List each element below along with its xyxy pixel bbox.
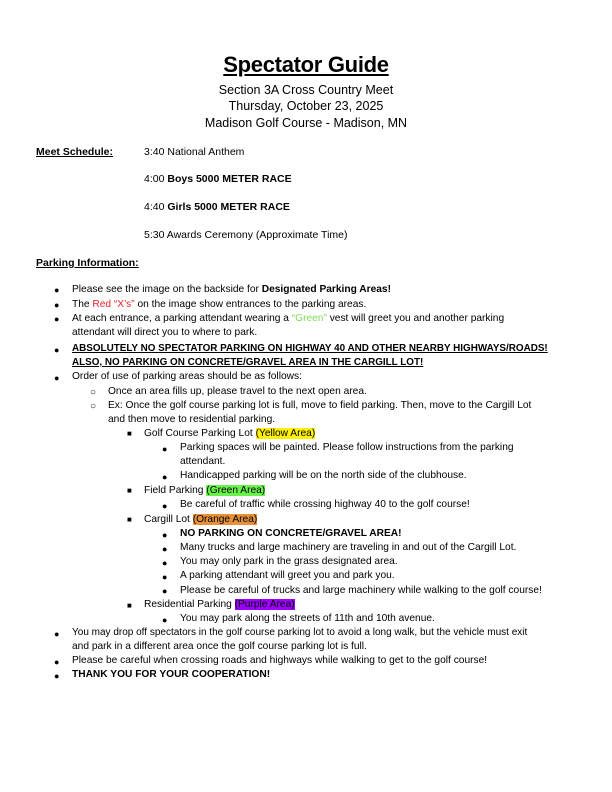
page-title: Spectator Guide (223, 52, 389, 77)
area-detail: You may park along the streets of 11th and 10th avenue. (180, 613, 435, 624)
area-detail-continued: attendant. (180, 456, 226, 467)
bullet-icon: ● (162, 586, 168, 596)
circle-bullet-icon: ○ (90, 387, 97, 398)
list-item: Please see the image on the backside for Designated Parking Areas! (72, 284, 391, 295)
square-bullet-icon: ■ (127, 601, 132, 610)
area-detail: A parking attendant will greet you and park you. (180, 570, 395, 581)
list-item: The Red “X’s” on the image show entrances to the parking areas. (72, 299, 367, 310)
square-bullet-icon: ■ (127, 486, 132, 495)
bullet-icon: ● (162, 501, 168, 511)
square-bullet-icon: ■ (127, 429, 132, 438)
bullet-icon: ● (54, 373, 60, 383)
bullet-icon: ● (54, 671, 60, 681)
schedule-item: 4:40 Girls 5000 METER RACE (144, 201, 290, 213)
area-detail: NO PARKING ON CONCRETE/GRAVEL AREA! (180, 528, 402, 539)
warning-line: ABSOLUTELY NO SPECTATOR PARKING ON HIGHWAY 40 AND OTHER NEARBY HIGHWAYS/ROADS! (72, 343, 548, 354)
area-heading: Residential Parking (Purple Area) (144, 599, 295, 610)
list-item: Please be careful when crossing roads and highways while walking to get to the golf course! (72, 655, 488, 666)
bullet-icon: ● (162, 615, 168, 625)
area-detail: Parking spaces will be painted. Please follow instructions from the parking (180, 442, 514, 453)
area-detail: You may only park in the grass designated area. (180, 556, 398, 567)
bullet-icon: ● (162, 444, 168, 454)
area-detail: Be careful of traffic while crossing highway 40 to the golf course! (180, 499, 470, 510)
bullet-icon: ● (162, 530, 168, 540)
event-date: Thursday, October 23, 2025 (228, 99, 384, 113)
area-detail: Many trucks and large machinery are traveling in and out of the Cargill Lot. (180, 542, 517, 553)
area-detail: Please be careful of trucks and large machinery while walking to the golf course! (180, 585, 542, 596)
event-name: Section 3A Cross Country Meet (218, 83, 394, 97)
schedule-label: Meet Schedule: (36, 146, 114, 158)
schedule-item: 4:00 Boys 5000 METER RACE (144, 173, 292, 185)
schedule-item: 5:30 Awards Ceremony (Approximate Time) (144, 229, 348, 241)
list-item: Order of use of parking areas should be as follows: (72, 371, 302, 382)
closing-message: THANK YOU FOR YOUR COOPERATION! (72, 669, 271, 680)
bullet-icon: ● (54, 314, 60, 324)
sub-list-item: Ex: Once the golf course parking lot is full, move to field parking. Then, move to the Cargill Lot (108, 400, 532, 411)
circle-bullet-icon: ○ (90, 401, 97, 412)
bullet-icon: ● (162, 472, 168, 482)
square-bullet-icon: ■ (127, 515, 132, 524)
sub-list-item-continued: and then move to residential parking. (108, 414, 276, 425)
bullet-icon: ● (54, 345, 60, 355)
bullet-icon: ● (54, 300, 60, 310)
bullet-icon: ● (162, 558, 168, 568)
bullet-icon: ● (162, 544, 168, 554)
bullet-icon: ● (54, 657, 60, 667)
schedule-item: 3:40 National Anthem (144, 146, 245, 158)
area-detail: Handicapped parking will be on the north side of the clubhouse. (180, 470, 467, 481)
warning-line: ALSO, NO PARKING ON CONCRETE/GRAVEL AREA IN THE CARGILL LOT! (72, 357, 424, 368)
parking-label: Parking Information: (36, 257, 139, 269)
bullet-icon: ● (162, 572, 168, 582)
bullet-icon: ● (54, 285, 60, 295)
bullet-icon: ● (54, 629, 60, 639)
list-item: You may drop off spectators in the golf course parking lot to avoid a long walk, but the vehicle must exit (72, 627, 528, 638)
list-item-continued: attendant will direct you to where to park. (72, 327, 258, 338)
area-heading: Field Parking (Green Area) (144, 485, 266, 496)
list-item-continued: and park in a different area once the golf course parking lot is full. (72, 641, 367, 652)
area-heading: Cargill Lot (Orange Area) (144, 514, 258, 525)
event-location: Madison Golf Course - Madison, MN (204, 116, 408, 130)
sub-list-item: Once an area fills up, please travel to the next open area. (108, 386, 367, 397)
area-heading: Golf Course Parking Lot (Yellow Area) (144, 428, 316, 439)
list-item: At each entrance, a parking attendant wearing a “Green” vest will greet you and another parking (72, 313, 505, 324)
